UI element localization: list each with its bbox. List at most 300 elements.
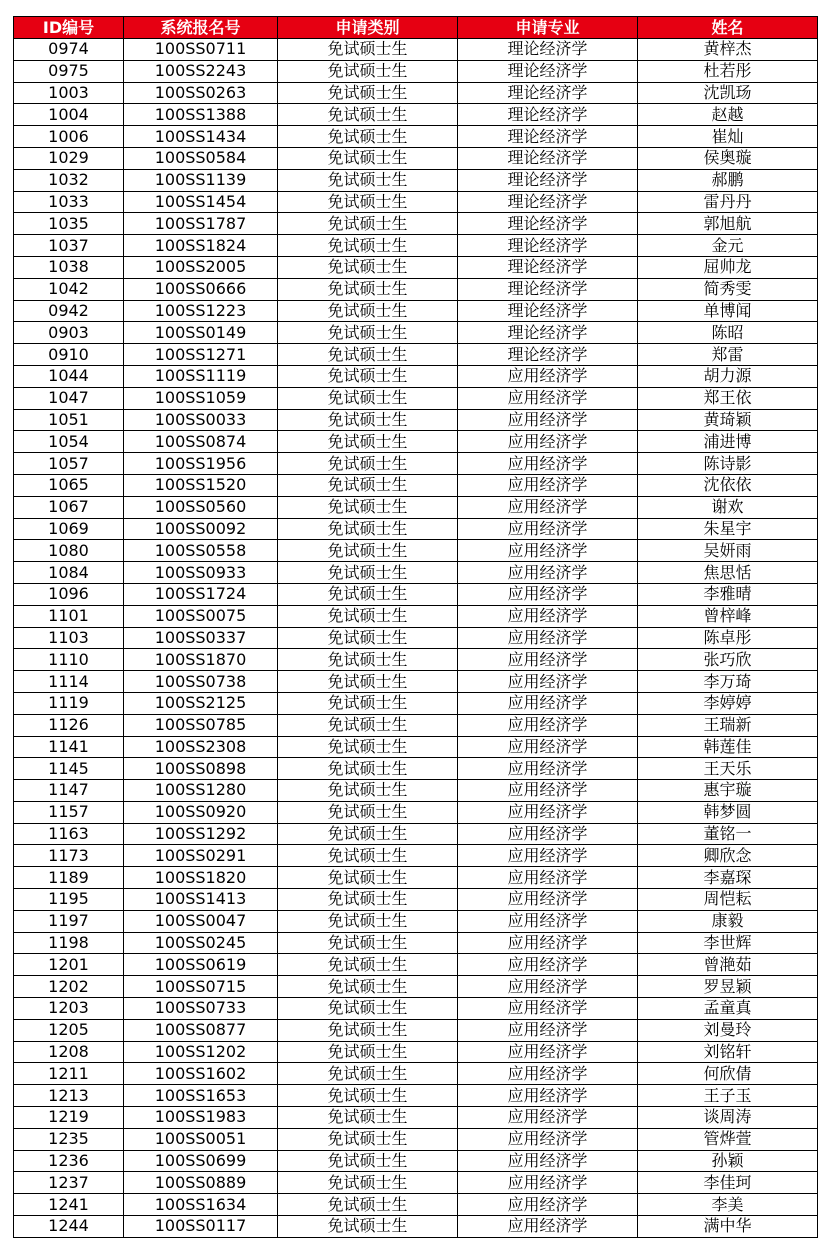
cell-application-type: 免试硕士生 (278, 147, 458, 169)
table-row (14, 583, 818, 605)
cell-major: 应用经济学 (458, 823, 638, 845)
table-row (14, 387, 818, 409)
cell-major: 应用经济学 (458, 583, 638, 605)
cell-name: 崔灿 (638, 126, 818, 148)
table-row (14, 1107, 818, 1129)
table-row (14, 1019, 818, 1041)
table-row (14, 278, 818, 300)
cell-application-type: 免试硕士生 (278, 780, 458, 802)
cell-name: 单博闻 (638, 300, 818, 322)
cell-name: 李嘉琛 (638, 867, 818, 889)
cell-name: 金元 (638, 235, 818, 257)
table-row (14, 39, 818, 61)
cell-application-type: 免试硕士生 (278, 344, 458, 366)
cell-major: 应用经济学 (458, 1194, 638, 1216)
cell-id: 1237 (14, 1172, 124, 1194)
cell-name: 焦思恬 (638, 562, 818, 584)
cell-major: 应用经济学 (458, 431, 638, 453)
cell-system-number: 100SS0291 (124, 845, 278, 867)
cell-id: 1201 (14, 954, 124, 976)
cell-id: 1244 (14, 1216, 124, 1238)
cell-id: 1038 (14, 256, 124, 278)
cell-system-number: 100SS1454 (124, 191, 278, 213)
cell-name: 赵越 (638, 104, 818, 126)
cell-application-type: 免试硕士生 (278, 889, 458, 911)
cell-application-type: 免试硕士生 (278, 496, 458, 518)
cell-application-type: 免试硕士生 (278, 932, 458, 954)
cell-application-type: 免试硕士生 (278, 671, 458, 693)
cell-major: 应用经济学 (458, 1085, 638, 1107)
cell-major: 理论经济学 (458, 169, 638, 191)
table-row (14, 736, 818, 758)
header-system-number: 系统报名号 (124, 17, 278, 39)
cell-system-number: 100SS0711 (124, 39, 278, 61)
cell-name: 李世辉 (638, 932, 818, 954)
cell-name: 韩莲佳 (638, 736, 818, 758)
cell-name: 黄琦颖 (638, 409, 818, 431)
cell-system-number: 100SS0584 (124, 147, 278, 169)
cell-id: 1084 (14, 562, 124, 584)
cell-name: 沈依依 (638, 474, 818, 496)
cell-id: 1035 (14, 213, 124, 235)
cell-name: 王天乐 (638, 758, 818, 780)
cell-name: 刘铭轩 (638, 1041, 818, 1063)
cell-name: 李万琦 (638, 671, 818, 693)
cell-system-number: 100SS1059 (124, 387, 278, 409)
cell-major: 应用经济学 (458, 845, 638, 867)
header-name: 姓名 (638, 17, 818, 39)
cell-name: 杜若彤 (638, 60, 818, 82)
cell-application-type: 免试硕士生 (278, 998, 458, 1020)
cell-system-number: 100SS1824 (124, 235, 278, 257)
cell-application-type: 免试硕士生 (278, 976, 458, 998)
cell-application-type: 免试硕士生 (278, 954, 458, 976)
cell-system-number: 100SS0898 (124, 758, 278, 780)
cell-major: 理论经济学 (458, 126, 638, 148)
cell-name: 浦进博 (638, 431, 818, 453)
table-row (14, 562, 818, 584)
cell-major: 应用经济学 (458, 801, 638, 823)
cell-name: 郑雷 (638, 344, 818, 366)
cell-name: 陈诗影 (638, 453, 818, 475)
cell-major: 理论经济学 (458, 39, 638, 61)
cell-id: 1205 (14, 1019, 124, 1041)
cell-major: 应用经济学 (458, 518, 638, 540)
cell-major: 理论经济学 (458, 256, 638, 278)
cell-major: 理论经济学 (458, 147, 638, 169)
cell-major: 应用经济学 (458, 1063, 638, 1085)
cell-system-number: 100SS1413 (124, 889, 278, 911)
table-row (14, 60, 818, 82)
cell-system-number: 100SS1292 (124, 823, 278, 845)
cell-system-number: 100SS0699 (124, 1150, 278, 1172)
cell-name: 谈周涛 (638, 1107, 818, 1129)
cell-application-type: 免试硕士生 (278, 322, 458, 344)
cell-application-type: 免试硕士生 (278, 409, 458, 431)
table-row (14, 540, 818, 562)
cell-application-type: 免试硕士生 (278, 1194, 458, 1216)
cell-id: 1147 (14, 780, 124, 802)
cell-name: 卿欣念 (638, 845, 818, 867)
cell-major: 应用经济学 (458, 649, 638, 671)
table-row (14, 627, 818, 649)
cell-major: 应用经济学 (458, 867, 638, 889)
table-row (14, 758, 818, 780)
table-row (14, 1085, 818, 1107)
cell-id: 0974 (14, 39, 124, 61)
table-row (14, 518, 818, 540)
cell-name: 康毅 (638, 910, 818, 932)
cell-name: 李美 (638, 1194, 818, 1216)
table-row (14, 365, 818, 387)
cell-id: 1141 (14, 736, 124, 758)
cell-system-number: 100SS1202 (124, 1041, 278, 1063)
cell-id: 1145 (14, 758, 124, 780)
cell-name: 侯奥璇 (638, 147, 818, 169)
cell-name: 惠宇璇 (638, 780, 818, 802)
cell-system-number: 100SS0560 (124, 496, 278, 518)
header-application-type: 申请类别 (278, 17, 458, 39)
table-row (14, 344, 818, 366)
cell-id: 1032 (14, 169, 124, 191)
cell-application-type: 免试硕士生 (278, 453, 458, 475)
cell-major: 应用经济学 (458, 409, 638, 431)
cell-major: 应用经济学 (458, 1041, 638, 1063)
cell-id: 1219 (14, 1107, 124, 1129)
cell-application-type: 免试硕士生 (278, 736, 458, 758)
cell-name: 董铭一 (638, 823, 818, 845)
cell-application-type: 免试硕士生 (278, 474, 458, 496)
cell-system-number: 100SS0933 (124, 562, 278, 584)
cell-system-number: 100SS0877 (124, 1019, 278, 1041)
cell-id: 1029 (14, 147, 124, 169)
cell-id: 1163 (14, 823, 124, 845)
cell-name: 曾滟茹 (638, 954, 818, 976)
cell-major: 应用经济学 (458, 496, 638, 518)
cell-major: 应用经济学 (458, 780, 638, 802)
cell-name: 何欣倩 (638, 1063, 818, 1085)
table-row (14, 431, 818, 453)
table-row (14, 409, 818, 431)
cell-application-type: 免试硕士生 (278, 213, 458, 235)
cell-name: 满中华 (638, 1216, 818, 1238)
cell-major: 应用经济学 (458, 474, 638, 496)
cell-major: 应用经济学 (458, 1019, 638, 1041)
table-row (14, 126, 818, 148)
cell-major: 应用经济学 (458, 1150, 638, 1172)
cell-system-number: 100SS1388 (124, 104, 278, 126)
table-row (14, 104, 818, 126)
cell-id: 1236 (14, 1150, 124, 1172)
cell-id: 1037 (14, 235, 124, 257)
cell-system-number: 100SS2243 (124, 60, 278, 82)
cell-system-number: 100SS1271 (124, 344, 278, 366)
cell-major: 理论经济学 (458, 213, 638, 235)
cell-major: 理论经济学 (458, 60, 638, 82)
cell-application-type: 免试硕士生 (278, 39, 458, 61)
cell-major: 应用经济学 (458, 1172, 638, 1194)
cell-system-number: 100SS0874 (124, 431, 278, 453)
cell-application-type: 免试硕士生 (278, 300, 458, 322)
cell-major: 应用经济学 (458, 954, 638, 976)
cell-name: 朱星宇 (638, 518, 818, 540)
cell-application-type: 免试硕士生 (278, 714, 458, 736)
cell-application-type: 免试硕士生 (278, 1107, 458, 1129)
cell-name: 简秀雯 (638, 278, 818, 300)
cell-id: 0942 (14, 300, 124, 322)
table-row (14, 322, 818, 344)
cell-id: 1208 (14, 1041, 124, 1063)
cell-id: 0903 (14, 322, 124, 344)
cell-major: 理论经济学 (458, 300, 638, 322)
table-header (14, 17, 818, 39)
cell-system-number: 100SS1520 (124, 474, 278, 496)
cell-application-type: 免试硕士生 (278, 540, 458, 562)
table-row (14, 780, 818, 802)
cell-name: 张巧欣 (638, 649, 818, 671)
cell-system-number: 100SS0733 (124, 998, 278, 1020)
cell-id: 1042 (14, 278, 124, 300)
cell-application-type: 免试硕士生 (278, 82, 458, 104)
cell-name: 沈凯玚 (638, 82, 818, 104)
cell-major: 理论经济学 (458, 322, 638, 344)
cell-id: 1198 (14, 932, 124, 954)
cell-major: 应用经济学 (458, 453, 638, 475)
cell-application-type: 免试硕士生 (278, 1216, 458, 1238)
cell-system-number: 100SS0092 (124, 518, 278, 540)
cell-application-type: 免试硕士生 (278, 1085, 458, 1107)
table-row (14, 801, 818, 823)
cell-application-type: 免试硕士生 (278, 104, 458, 126)
cell-system-number: 100SS0263 (124, 82, 278, 104)
table-row (14, 714, 818, 736)
cell-system-number: 100SS1223 (124, 300, 278, 322)
cell-system-number: 100SS1820 (124, 867, 278, 889)
cell-system-number: 100SS1119 (124, 365, 278, 387)
cell-system-number: 100SS0337 (124, 627, 278, 649)
cell-id: 1189 (14, 867, 124, 889)
table-row (14, 823, 818, 845)
cell-name: 刘曼玲 (638, 1019, 818, 1041)
table-row (14, 1172, 818, 1194)
header-major: 申请专业 (458, 17, 638, 39)
cell-id: 1157 (14, 801, 124, 823)
cell-system-number: 100SS2308 (124, 736, 278, 758)
table-row (14, 256, 818, 278)
cell-system-number: 100SS0715 (124, 976, 278, 998)
cell-major: 应用经济学 (458, 540, 638, 562)
cell-name: 罗昱颖 (638, 976, 818, 998)
cell-application-type: 免试硕士生 (278, 627, 458, 649)
cell-application-type: 免试硕士生 (278, 365, 458, 387)
cell-id: 1173 (14, 845, 124, 867)
cell-system-number: 100SS1983 (124, 1107, 278, 1129)
cell-id: 1067 (14, 496, 124, 518)
cell-name: 王瑞新 (638, 714, 818, 736)
cell-major: 应用经济学 (458, 365, 638, 387)
cell-system-number: 100SS0149 (124, 322, 278, 344)
cell-name: 陈卓彤 (638, 627, 818, 649)
cell-system-number: 100SS0051 (124, 1128, 278, 1150)
cell-system-number: 100SS0033 (124, 409, 278, 431)
cell-major: 应用经济学 (458, 714, 638, 736)
table-row (14, 213, 818, 235)
cell-application-type: 免试硕士生 (278, 1041, 458, 1063)
cell-name: 李婷婷 (638, 692, 818, 714)
table-row (14, 169, 818, 191)
cell-major: 应用经济学 (458, 692, 638, 714)
table-row (14, 889, 818, 911)
cell-system-number: 100SS1653 (124, 1085, 278, 1107)
table-row (14, 1150, 818, 1172)
cell-id: 1057 (14, 453, 124, 475)
table-row (14, 191, 818, 213)
cell-id: 1203 (14, 998, 124, 1020)
cell-major: 应用经济学 (458, 910, 638, 932)
cell-application-type: 免试硕士生 (278, 1150, 458, 1172)
cell-application-type: 免试硕士生 (278, 191, 458, 213)
cell-id: 1054 (14, 431, 124, 453)
cell-name: 雷丹丹 (638, 191, 818, 213)
cell-id: 1096 (14, 583, 124, 605)
cell-id: 0910 (14, 344, 124, 366)
cell-major: 应用经济学 (458, 998, 638, 1020)
cell-id: 1044 (14, 365, 124, 387)
cell-name: 黄梓杰 (638, 39, 818, 61)
cell-system-number: 100SS0047 (124, 910, 278, 932)
cell-id: 1202 (14, 976, 124, 998)
cell-name: 曾梓峰 (638, 605, 818, 627)
cell-major: 理论经济学 (458, 344, 638, 366)
cell-id: 1103 (14, 627, 124, 649)
cell-id: 1114 (14, 671, 124, 693)
cell-system-number: 100SS0075 (124, 605, 278, 627)
cell-system-number: 100SS1280 (124, 780, 278, 802)
cell-name: 管烨萱 (638, 1128, 818, 1150)
cell-application-type: 免试硕士生 (278, 278, 458, 300)
cell-name: 周恺耘 (638, 889, 818, 911)
cell-name: 郭旭航 (638, 213, 818, 235)
table-row (14, 1194, 818, 1216)
cell-major: 理论经济学 (458, 191, 638, 213)
cell-name: 王子玉 (638, 1085, 818, 1107)
cell-application-type: 免试硕士生 (278, 126, 458, 148)
cell-major: 应用经济学 (458, 387, 638, 409)
cell-major: 应用经济学 (458, 1216, 638, 1238)
cell-major: 理论经济学 (458, 104, 638, 126)
cell-system-number: 100SS1787 (124, 213, 278, 235)
cell-application-type: 免试硕士生 (278, 605, 458, 627)
table-row (14, 496, 818, 518)
cell-major: 应用经济学 (458, 1107, 638, 1129)
cell-id: 1241 (14, 1194, 124, 1216)
cell-major: 应用经济学 (458, 671, 638, 693)
table-row (14, 867, 818, 889)
header-row (14, 17, 818, 39)
cell-application-type: 免试硕士生 (278, 60, 458, 82)
cell-system-number: 100SS1634 (124, 1194, 278, 1216)
cell-major: 应用经济学 (458, 605, 638, 627)
cell-major: 应用经济学 (458, 562, 638, 584)
cell-major: 理论经济学 (458, 278, 638, 300)
cell-name: 李雅晴 (638, 583, 818, 605)
cell-id: 1069 (14, 518, 124, 540)
cell-application-type: 免试硕士生 (278, 1019, 458, 1041)
table-row (14, 1063, 818, 1085)
cell-application-type: 免试硕士生 (278, 758, 458, 780)
cell-application-type: 免试硕士生 (278, 823, 458, 845)
cell-id: 0975 (14, 60, 124, 82)
cell-application-type: 免试硕士生 (278, 387, 458, 409)
cell-name: 陈昭 (638, 322, 818, 344)
table-row (14, 954, 818, 976)
cell-system-number: 100SS0889 (124, 1172, 278, 1194)
cell-application-type: 免试硕士生 (278, 235, 458, 257)
cell-system-number: 100SS0245 (124, 932, 278, 954)
cell-major: 应用经济学 (458, 932, 638, 954)
table-row (14, 235, 818, 257)
cell-id: 1213 (14, 1085, 124, 1107)
table-row (14, 1128, 818, 1150)
table-row (14, 1041, 818, 1063)
table-row (14, 976, 818, 998)
cell-system-number: 100SS0619 (124, 954, 278, 976)
cell-id: 1197 (14, 910, 124, 932)
cell-system-number: 100SS1602 (124, 1063, 278, 1085)
cell-system-number: 100SS1434 (124, 126, 278, 148)
cell-name: 胡力源 (638, 365, 818, 387)
cell-id: 1211 (14, 1063, 124, 1085)
cell-name: 谢欢 (638, 496, 818, 518)
cell-id: 1065 (14, 474, 124, 496)
table-row (14, 82, 818, 104)
header-id: ID编号 (14, 17, 124, 39)
cell-major: 理论经济学 (458, 235, 638, 257)
cell-system-number: 100SS0117 (124, 1216, 278, 1238)
cell-id: 1126 (14, 714, 124, 736)
cell-system-number: 100SS2005 (124, 256, 278, 278)
cell-application-type: 免试硕士生 (278, 256, 458, 278)
cell-name: 李佳珂 (638, 1172, 818, 1194)
table-row (14, 932, 818, 954)
cell-system-number: 100SS1139 (124, 169, 278, 191)
cell-major: 理论经济学 (458, 82, 638, 104)
cell-major: 应用经济学 (458, 627, 638, 649)
cell-id: 1119 (14, 692, 124, 714)
table-row (14, 845, 818, 867)
cell-id: 1101 (14, 605, 124, 627)
cell-name: 孙颖 (638, 1150, 818, 1172)
cell-system-number: 100SS0785 (124, 714, 278, 736)
cell-system-number: 100SS0738 (124, 671, 278, 693)
cell-major: 应用经济学 (458, 976, 638, 998)
cell-id: 1003 (14, 82, 124, 104)
cell-application-type: 免试硕士生 (278, 1172, 458, 1194)
cell-id: 1080 (14, 540, 124, 562)
cell-name: 孟童真 (638, 998, 818, 1020)
cell-application-type: 免试硕士生 (278, 649, 458, 671)
cell-system-number: 100SS2125 (124, 692, 278, 714)
cell-major: 应用经济学 (458, 736, 638, 758)
cell-application-type: 免试硕士生 (278, 562, 458, 584)
cell-id: 1033 (14, 191, 124, 213)
table-row (14, 692, 818, 714)
cell-application-type: 免试硕士生 (278, 845, 458, 867)
cell-application-type: 免试硕士生 (278, 910, 458, 932)
cell-id: 1004 (14, 104, 124, 126)
cell-name: 郑王依 (638, 387, 818, 409)
cell-name: 吴妍雨 (638, 540, 818, 562)
